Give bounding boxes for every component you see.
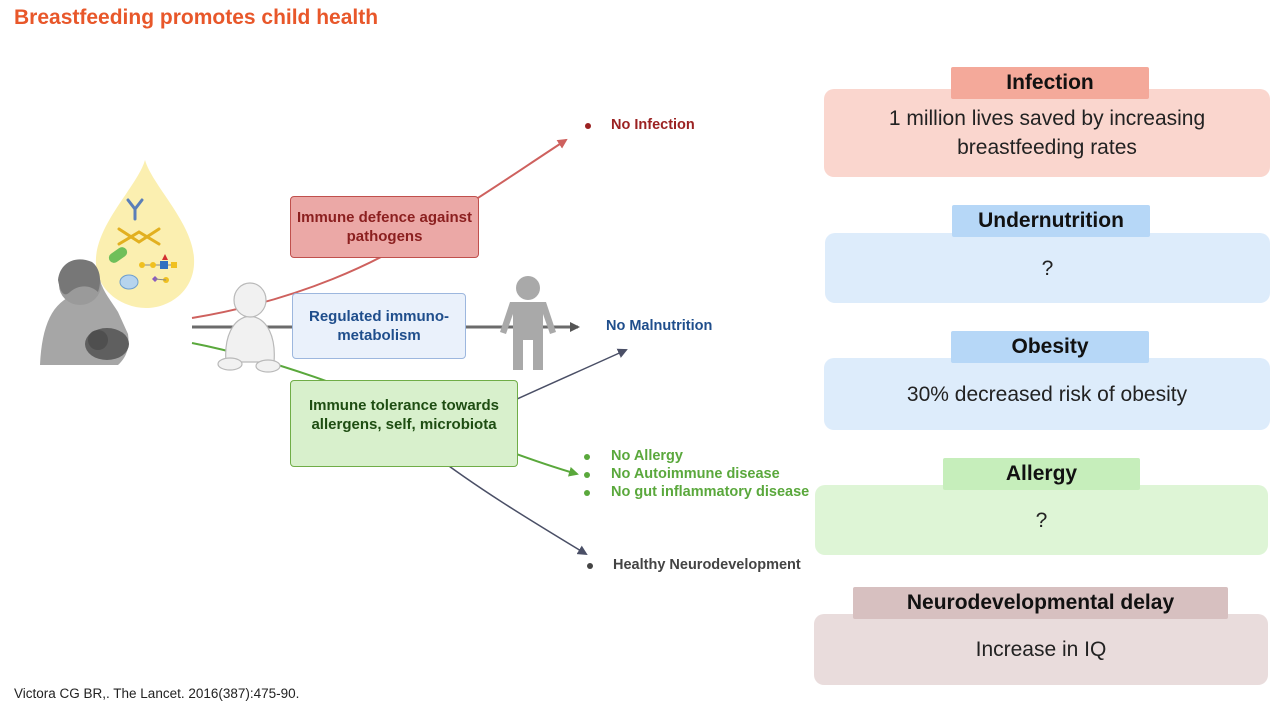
card-infection-header: Infection	[951, 67, 1149, 99]
bullet	[584, 454, 590, 460]
immune-tolerance-box: Immune tolerance towards allergens, self, microbiota	[290, 380, 518, 467]
outcome-healthy-neurodevelopment: Healthy Neurodevelopment	[613, 557, 801, 573]
card-obesity-body: 30% decreased risk of obesity	[824, 358, 1270, 430]
outcome-no-malnutrition: No Malnutrition	[606, 318, 713, 334]
card-infection-body: 1 million lives saved by increasing breastfeeding rates	[824, 89, 1270, 177]
outcome-no-autoimmune: No Autoimmune disease	[611, 466, 780, 482]
card-neurodevelopment-body: Increase in IQ	[814, 614, 1268, 685]
outcome-no-gut-inflammatory: No gut inflammatory disease	[611, 484, 810, 500]
citation: Victora CG BR,. The Lancet. 2016(387):475-90.	[14, 686, 300, 701]
page-title: Breastfeeding promotes child health	[14, 6, 379, 29]
immuno-metabolism-box: Regulated immuno-metabolism	[292, 293, 466, 359]
card-undernutrition-header: Undernutrition	[952, 205, 1150, 237]
cell-icon	[120, 275, 138, 289]
bullet	[584, 490, 590, 496]
outcome-no-allergy: No Allergy	[611, 448, 683, 464]
bullet	[585, 123, 591, 129]
immune-defence-box: Immune defence against pathogens	[290, 196, 479, 258]
outcome-no-infection: No Infection	[611, 117, 695, 133]
card-neurodevelopment-header: Neurodevelopmental delay	[853, 587, 1228, 619]
card-allergy-body: ?	[815, 485, 1268, 555]
card-undernutrition-body: ?	[825, 233, 1270, 303]
bullet	[587, 563, 593, 569]
bullet	[584, 472, 590, 478]
card-obesity-header: Obesity	[951, 331, 1149, 363]
milk-drop-icon	[96, 160, 194, 308]
child-icon	[500, 276, 556, 370]
neuro-pathway	[430, 452, 586, 554]
card-allergy-header: Allergy	[943, 458, 1140, 490]
